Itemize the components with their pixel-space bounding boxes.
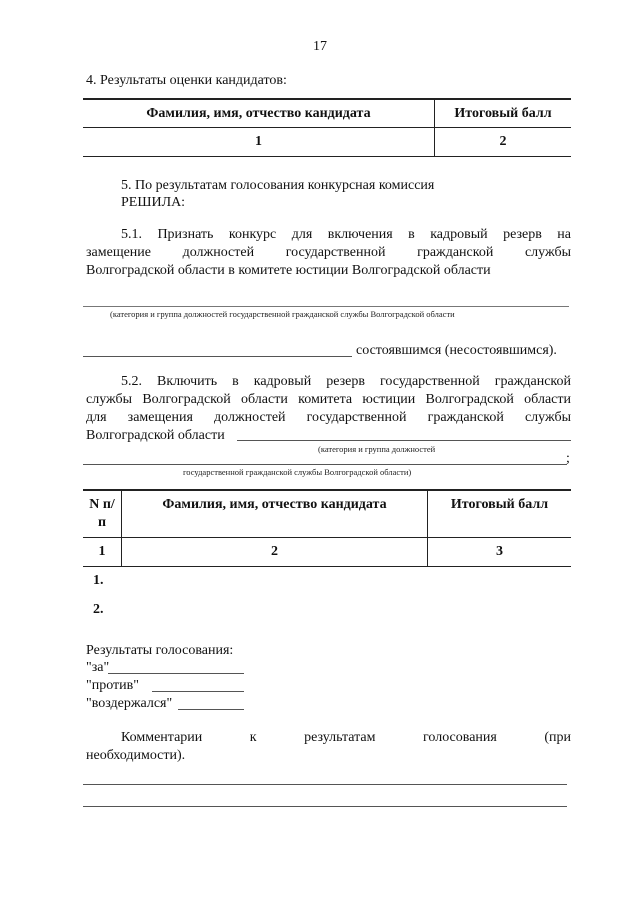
table-top-border [83, 98, 571, 100]
voting-title: Результаты голосования: [86, 643, 234, 658]
table-col-number: 1 [255, 134, 262, 149]
section-4-heading: 4. Результаты оценки кандидатов: [86, 73, 287, 88]
fill-in-line [83, 464, 567, 465]
table-header-number: N п/п [89, 497, 115, 530]
table-header-name: Фамилия, имя, отчество кандидата [162, 497, 387, 512]
caption-category: (категория и группа должностей [318, 444, 436, 454]
table-header-score: Итоговый балл [450, 497, 549, 512]
paragraph-5-1-line: Волгоградской области в комитете юстиции Волгоградской области [86, 263, 491, 278]
paragraph-5-2-line: Волгоградской области [86, 428, 225, 443]
page-number: 17 [313, 39, 327, 54]
table-col-number: 2 [271, 544, 278, 559]
fill-in-line [178, 709, 244, 710]
table-header-score: Итоговый балл [454, 106, 552, 121]
vote-for-label: "за" [86, 660, 110, 675]
table-bottom-border [83, 156, 571, 157]
table-col-number: 3 [496, 544, 503, 559]
result-text: состоявшимся (несостоявшимся). [356, 343, 557, 358]
table-bottom-border [83, 566, 571, 567]
paragraph-5-2-line: 5.2. Включить в кадровый резерв государственной гражданской [121, 374, 571, 389]
caption-service: государственной гражданской службы Волгоградской области) [183, 467, 412, 477]
table-col-number: 2 [499, 134, 507, 149]
comments-line: Комментарии к результатам голосования (при [121, 730, 571, 745]
fill-in-line [237, 440, 571, 441]
caption-category: (категория и группа должностей государственной гражданской службы Волгоградской области [110, 309, 455, 319]
fill-in-line [83, 784, 567, 785]
decision-heading: РЕШИЛА: [121, 195, 186, 210]
vote-abstained-label: "воздержался" [86, 696, 173, 711]
table-top-border [83, 489, 571, 491]
fill-in-line [83, 806, 567, 807]
paragraph-5-2-line: службы Волгоградской области комитета юстиции Волгоградской области [86, 392, 571, 407]
section-5-intro: 5. По результатам голосования конкурсная комиссия [121, 178, 435, 193]
paragraph-5-1-line: замещение должностей государственной гражданской службы [86, 245, 571, 260]
vote-against-label: "против" [86, 678, 139, 693]
comments-line: необходимости). [86, 748, 186, 763]
table-header-border [83, 537, 571, 538]
list-item: 2. [93, 602, 104, 617]
table-col-number: 1 [98, 544, 106, 559]
end-mark: ; [566, 451, 570, 466]
fill-in-line [83, 306, 569, 307]
table-header-name: Фамилия, имя, отчество кандидата [146, 106, 371, 121]
paragraph-5-1-line: 5.1. Признать конкурс для включения в кадровый резерв на [121, 227, 571, 242]
fill-in-line [83, 356, 352, 357]
fill-in-line [108, 673, 244, 674]
table-header-border [83, 127, 571, 128]
paragraph-5-2-line: для замещения должностей государственной гражданской службы [86, 410, 571, 425]
fill-in-line [152, 691, 244, 692]
list-item: 1. [93, 573, 104, 588]
